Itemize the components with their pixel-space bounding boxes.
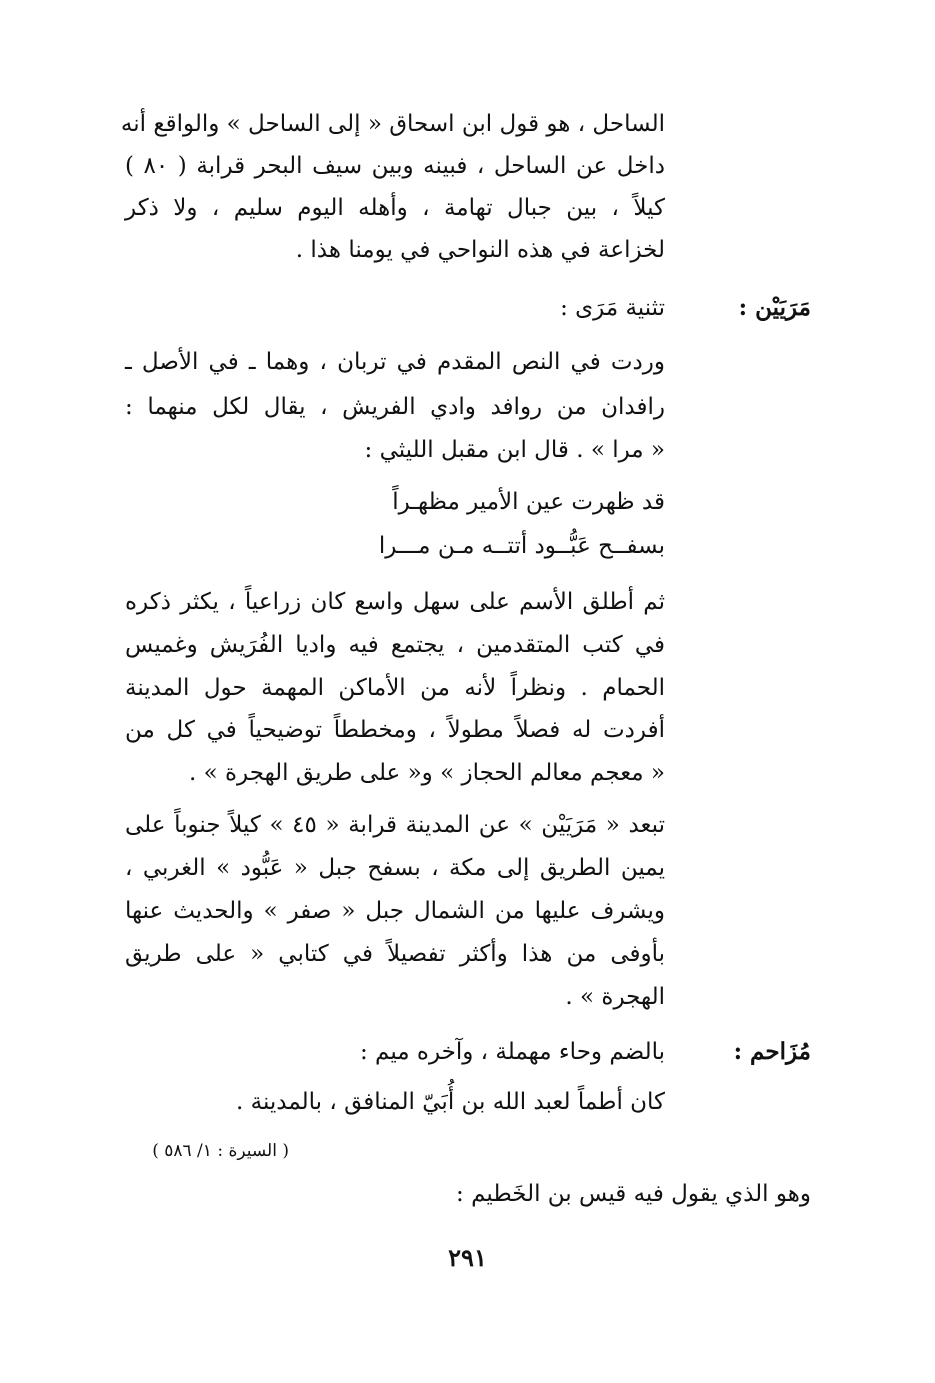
text-line: أفردت له فصلاً مطولاً ، ومخططاً توضيحياً في كل من xyxy=(125,717,665,743)
text-line: في كتب المتقدمين ، يجتمع فيه واديا الفُرَيش وغميس xyxy=(125,632,665,658)
text-line: يمين الطريق إلى مكة ، بسفح جبل « عَبُّود » الغربي ، xyxy=(125,855,665,881)
verse-line-2: بسفــح عَبُّــود أتتــه مـن مـــرا xyxy=(378,533,665,559)
text-line: وردت في النص المقدم في تربان ، وهما ـ في الأصل ـ xyxy=(125,349,665,375)
text-line: الساحل ، هو قول ابن اسحاق « إلى الساحل » والواقع أنه xyxy=(120,111,665,137)
text-line: داخل عن الساحل ، فبينه وبين سيف البحر قرابة ( ٨٠ ) xyxy=(125,153,665,179)
text-line: ثم أطلق الأسم على سهل واسع كان زراعياً ، يكثر ذكره xyxy=(125,589,665,615)
text-line: وهو الذي يقول فيه قيس بن الخَطيم : xyxy=(456,1181,811,1207)
text-line: كيلاً ، بين جبال تهامة ، وأهله اليوم سليم ، ولا ذكر xyxy=(125,195,665,221)
text-line: لخزاعة في هذه النواحي في يومنا هذا . xyxy=(295,237,665,263)
text-line: « معجم معالم الحجاز » و« على طريق الهجرة » . xyxy=(188,760,665,786)
entry-headword: مُزَاحم : xyxy=(733,1038,811,1065)
text-line: الهجرة » . xyxy=(565,984,665,1010)
text-line: تبعد « مَرَيَيْن » عن المدينة قرابة « ٤٥ » كيلاً جنوباً على xyxy=(125,812,665,838)
entry-definition: بالضم وحاء مهملة ، وآخره ميم : xyxy=(359,1039,665,1065)
citation: ( السيرة : ١/ ٥٨٦ ) xyxy=(152,1141,289,1161)
page-number: ٢٩١ xyxy=(448,1243,487,1272)
text-line: « مرا » . قال ابن مقبل الليثي : xyxy=(364,437,665,463)
text-line: الحمام . ونظراً لأنه من الأماكن المهمة حول المدينة xyxy=(125,675,665,701)
text-line: ويشرف عليها من الشمال جبل « صفر » والحديث عنها xyxy=(125,898,665,924)
entry-headword: مَرَيَيْن : xyxy=(738,294,811,321)
text-line: رافدان من روافد وادي الفريش ، يقال لكل منهما : xyxy=(125,394,665,420)
verse-line-1: قد ظهرت عين الأمير مظهـراً xyxy=(392,489,665,515)
text-line: بأوفى من هذا وأكثر تفصيلاً في كتابي « على طريق xyxy=(125,941,665,967)
entry-definition: تثنية مَرَى : xyxy=(560,295,665,321)
text-line: كان أطماً لعبد الله بن أُبَيّ المنافق ، بالمدينة . xyxy=(236,1089,665,1115)
